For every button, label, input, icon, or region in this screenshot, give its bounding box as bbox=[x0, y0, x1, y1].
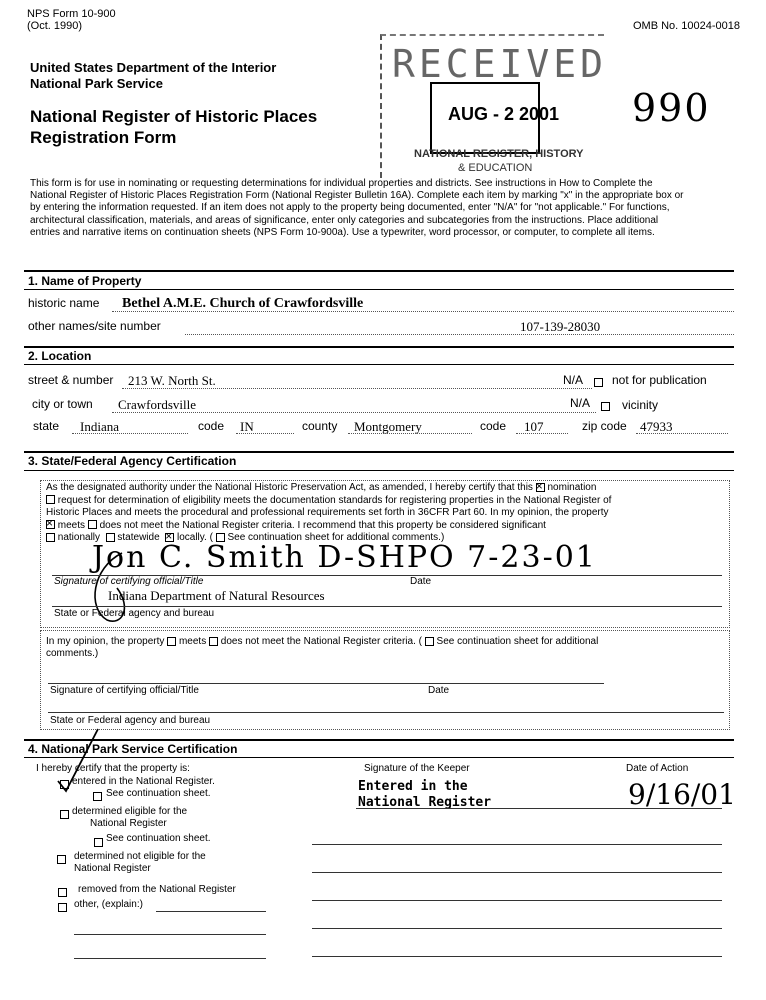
field-line bbox=[348, 433, 472, 434]
cert-line-1: As the designated authority under the National Historic Preservation Act, as amended, I hereby certify that this bbox=[46, 482, 533, 493]
not-for-publication-checkbox[interactable] bbox=[594, 378, 603, 387]
opinion-continuation-checkbox[interactable] bbox=[425, 637, 434, 646]
section-divider bbox=[24, 470, 734, 471]
form-title-line2: Registration Form bbox=[30, 128, 177, 147]
county-code-value[interactable]: 107 bbox=[524, 419, 544, 434]
other-line bbox=[156, 911, 266, 912]
keeper-line bbox=[312, 956, 722, 957]
opinion-continuation-label: See continuation sheet for additional bbox=[436, 636, 599, 647]
agency-line bbox=[52, 606, 722, 607]
section-2-title: 2. Location bbox=[28, 349, 92, 363]
department: United States Department of the Interior bbox=[30, 60, 277, 75]
service: National Park Service bbox=[30, 76, 163, 91]
handwritten-signature[interactable]: Jon C. Smith D-SHPO 7-23-01 bbox=[92, 540, 597, 575]
keeper-line bbox=[356, 808, 722, 809]
other-line bbox=[74, 958, 266, 959]
na-label: N/A bbox=[570, 396, 591, 410]
see-continuation-checkbox-1[interactable] bbox=[93, 792, 102, 801]
form-date: (Oct. 1990) bbox=[27, 20, 83, 32]
stamp-date: AUG - 2 2001 bbox=[448, 104, 560, 124]
stamp-line2: & EDUCATION bbox=[458, 162, 533, 174]
other-label: other, (explain:) bbox=[74, 899, 143, 910]
historic-name-value[interactable]: Bethel A.M.E. Church of Crawfordsville bbox=[122, 296, 364, 311]
field-line bbox=[236, 433, 294, 434]
keeper-stamp-line1: Entered in the bbox=[358, 779, 468, 794]
statewide-label: statewide bbox=[117, 532, 160, 543]
handwritten-number: 990 bbox=[632, 86, 711, 130]
not-meets-label: does not meet the National Register criteria. I recommend that this property be considered significant bbox=[99, 519, 546, 531]
historic-name-label: historic name bbox=[28, 296, 100, 310]
form-number: NPS Form 10-900 bbox=[27, 8, 116, 20]
eligible-label-2: National Register bbox=[90, 818, 167, 829]
field-line bbox=[636, 433, 728, 434]
other-checkbox[interactable] bbox=[58, 903, 67, 912]
entered-checkbox[interactable] bbox=[60, 780, 69, 789]
section-1-title: 1. Name of Property bbox=[28, 274, 142, 288]
other-names-label: other names/site number bbox=[28, 319, 161, 333]
meets-label: meets bbox=[57, 519, 86, 531]
section-divider bbox=[24, 451, 734, 453]
vicinity-checkbox[interactable] bbox=[601, 402, 610, 411]
opinion-meets-checkbox[interactable] bbox=[167, 637, 176, 646]
stamp-received: RECEIVED bbox=[392, 42, 608, 86]
opinion-text bbox=[46, 635, 598, 648]
meets-checkbox[interactable] bbox=[46, 520, 55, 529]
field-line bbox=[185, 334, 734, 335]
other-line bbox=[74, 934, 266, 935]
removed-checkbox[interactable] bbox=[58, 888, 67, 897]
not-eligible-checkbox[interactable] bbox=[57, 855, 66, 864]
not-eligible-label: determined not eligible for the bbox=[74, 851, 206, 862]
code-label: code bbox=[198, 419, 225, 433]
certification-text bbox=[46, 482, 726, 545]
instructions-line: entries and narrative items on continuation sheets (NPS Form 10-900a). Use a typewriter, word processor, or computer, to complete all items. bbox=[30, 226, 655, 238]
agency-label: State or Federal agency and bureau bbox=[54, 608, 215, 619]
cert-line-3: Historic Places and meets the procedural and professional requirements set forth in 36CFR Part 60. In my opinion, the property bbox=[46, 507, 609, 518]
eligible-label: determined eligible for the bbox=[72, 806, 188, 817]
nationally-label: nationally bbox=[57, 532, 101, 543]
field-line bbox=[122, 388, 592, 389]
keeper-line bbox=[312, 928, 722, 929]
field-line bbox=[112, 311, 734, 312]
opinion-not-meets-label: does not meet the National Register criteria. ( bbox=[220, 636, 422, 647]
keeper-label: Signature of the Keeper bbox=[364, 763, 470, 774]
instructions bbox=[30, 178, 684, 239]
agency-label-2: State or Federal agency and bureau bbox=[50, 715, 211, 726]
section-divider bbox=[24, 739, 734, 741]
county-code-label: code bbox=[480, 419, 507, 433]
opinion-not-meets-checkbox[interactable] bbox=[209, 637, 218, 646]
date-label: Date bbox=[410, 576, 432, 587]
instructions-line: architectural classification, materials, and areas of significance, enter only categories and subcategories from the instructions. Place additional bbox=[30, 214, 659, 226]
instructions-line: National Register of Historic Places Registration Form (National Register Bulletin 16A). Complete each item by marking "x" in the appropriate box or bbox=[30, 190, 684, 202]
see-continuation-label-2: See continuation sheet. bbox=[106, 833, 211, 844]
nomination-checkbox[interactable] bbox=[536, 483, 545, 492]
continuation-label: See continuation sheet for additional comments.) bbox=[227, 532, 445, 543]
not-eligible-label-2: National Register bbox=[74, 863, 151, 874]
county-value[interactable]: Montgomery bbox=[354, 419, 422, 434]
signature-label-2: Signature of certifying official/Title bbox=[50, 685, 199, 696]
nationally-checkbox[interactable] bbox=[46, 533, 55, 542]
not-meets-checkbox[interactable] bbox=[88, 520, 97, 529]
state-label: state bbox=[33, 419, 60, 433]
keeper-line bbox=[312, 872, 722, 873]
date-label-2: Date bbox=[428, 685, 450, 696]
city-label: city or town bbox=[32, 397, 93, 411]
zip-label: zip code bbox=[582, 419, 627, 433]
received-stamp bbox=[380, 34, 608, 176]
stamp-line1: NATIONAL REGISTER, HISTORY bbox=[414, 148, 584, 160]
street-value[interactable]: 213 W. North St. bbox=[128, 373, 216, 388]
street-label: street & number bbox=[28, 373, 114, 387]
zip-value[interactable]: 47933 bbox=[640, 419, 673, 434]
omb-number: OMB No. 10024-0018 bbox=[633, 20, 741, 32]
city-value[interactable]: Crawfordsville bbox=[118, 397, 196, 412]
entered-label: entered in the National Register. bbox=[72, 776, 215, 787]
keeper-stamp-line2: National Register bbox=[358, 795, 492, 810]
field-line bbox=[72, 433, 188, 434]
other-names-value[interactable]: 107-139-28030 bbox=[520, 319, 601, 334]
section-divider bbox=[24, 289, 734, 290]
field-line bbox=[516, 433, 568, 434]
not-for-publication-label: not for publication bbox=[612, 373, 707, 387]
section-divider bbox=[24, 757, 734, 758]
see-continuation-checkbox-2[interactable] bbox=[94, 838, 103, 847]
agency-value[interactable]: Indiana Department of Natural Resources bbox=[108, 588, 325, 603]
state-code-value[interactable]: IN bbox=[240, 419, 254, 434]
instructions-line: This form is for use in nominating or requesting determinations for individual properties and districts. See instructions in How to Complete the bbox=[30, 178, 653, 189]
see-continuation-label-1: See continuation sheet. bbox=[106, 788, 211, 799]
nomination-label: nomination bbox=[547, 482, 597, 493]
county-label: county bbox=[302, 419, 338, 433]
cert-line-2: request for determination of eligibility meets the documentation standards for registering properties in the National Register of bbox=[57, 494, 612, 506]
action-date-value[interactable]: 9/16/01 bbox=[628, 778, 736, 811]
locally-label: locally. ( bbox=[176, 532, 213, 543]
removed-label: removed from the National Register bbox=[78, 884, 236, 895]
instructions-line: by entering the information requested. If an item does not apply to the property being documented, enter "N/A" for "not applicable." For functions, bbox=[30, 202, 670, 214]
section-4-title: 4. National Park Service Certification bbox=[28, 742, 238, 756]
keeper-line bbox=[312, 900, 722, 901]
field-line bbox=[112, 412, 596, 413]
section-divider bbox=[24, 364, 734, 365]
state-value[interactable]: Indiana bbox=[80, 419, 119, 434]
signature-line bbox=[48, 683, 604, 684]
section-divider bbox=[24, 346, 734, 348]
na-label: N/A bbox=[563, 373, 584, 387]
opinion-comments: comments.) bbox=[46, 648, 99, 659]
section-divider bbox=[24, 270, 734, 272]
opinion-label: In my opinion, the property bbox=[46, 636, 165, 647]
signature-label: Signature of certifying official/Title bbox=[54, 576, 204, 587]
request-checkbox[interactable] bbox=[46, 495, 55, 504]
action-label: Date of Action bbox=[626, 763, 689, 774]
agency-line bbox=[48, 712, 724, 713]
opinion-meets-label: meets bbox=[178, 636, 207, 647]
eligible-checkbox[interactable] bbox=[60, 810, 69, 819]
vicinity-label: vicinity bbox=[622, 398, 659, 412]
form-title-line1: National Register of Historic Places bbox=[30, 107, 318, 126]
section-3-title: 3. State/Federal Agency Certification bbox=[28, 454, 237, 468]
nps-intro: I hereby certify that the property is: bbox=[36, 763, 190, 774]
keeper-line bbox=[312, 844, 722, 845]
